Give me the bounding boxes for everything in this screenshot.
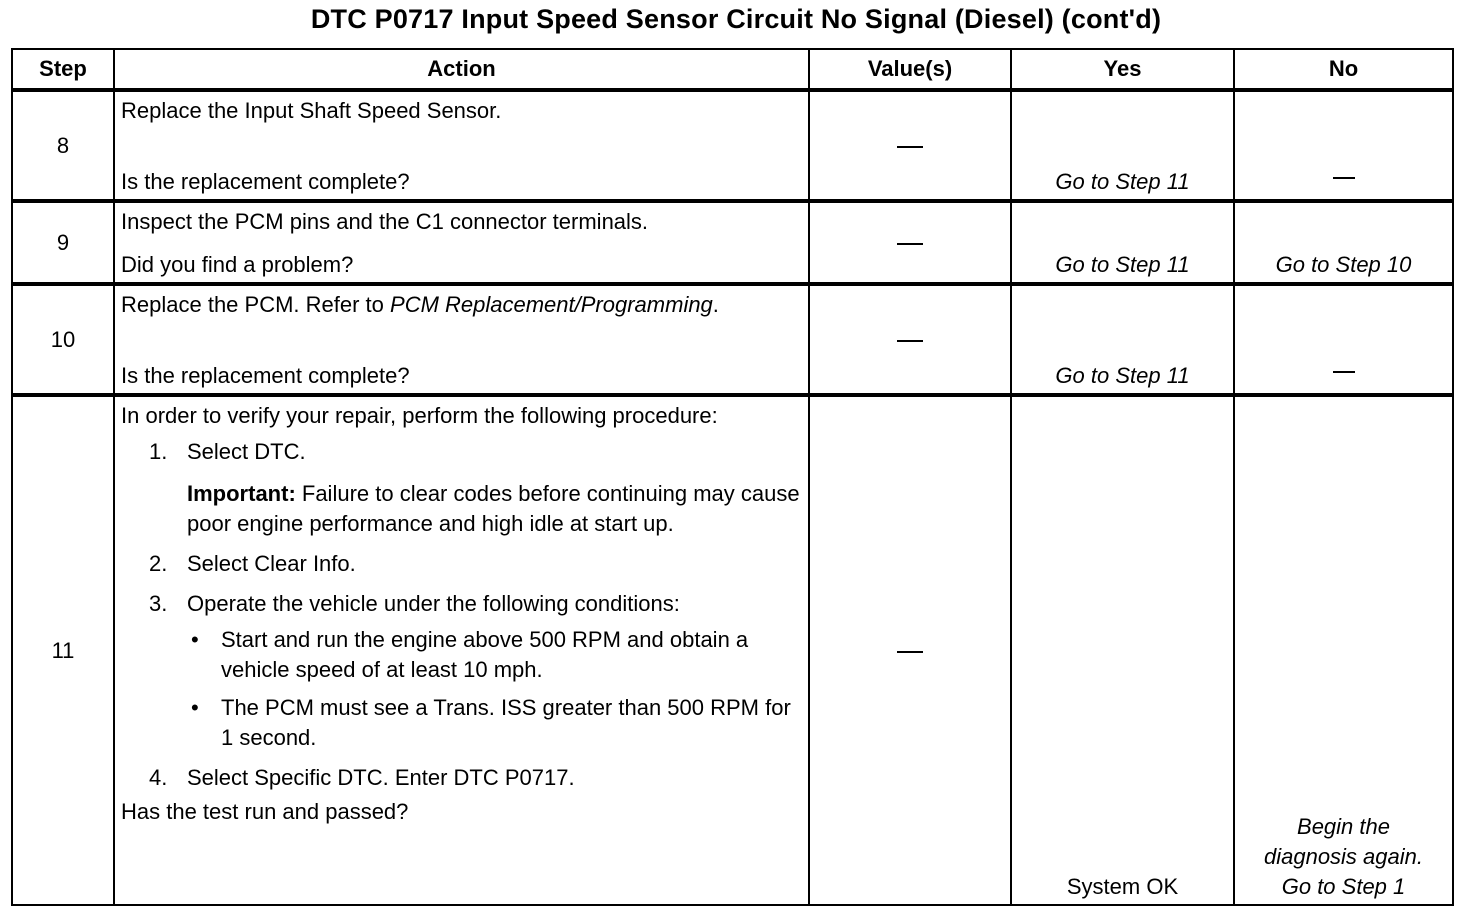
no-cell <box>1234 90 1453 201</box>
condition-item <box>187 693 802 753</box>
action-instruction-prefix: Replace the PCM. Refer to <box>121 292 391 317</box>
header-no: No <box>1234 49 1453 90</box>
action-cell <box>114 395 809 905</box>
header-row <box>12 49 1453 90</box>
step-number: 11 <box>12 395 114 905</box>
list-item <box>121 437 802 539</box>
condition-item <box>187 625 802 685</box>
list-item-text: Select Clear Info. <box>187 551 356 576</box>
diagnostic-table <box>11 48 1454 906</box>
bullet-icon: • <box>191 627 199 652</box>
header-values: Value(s) <box>809 49 1011 90</box>
header-yes: Yes <box>1011 49 1234 90</box>
yes-cell: System OK <box>1011 395 1234 905</box>
no-line: Go to Step 1 <box>1281 874 1406 899</box>
condition-text: The PCM must see a Trans. ISS greater than 500 RPM for 1 second. <box>221 695 791 750</box>
action-cell <box>114 284 809 395</box>
action-instruction: Inspect the PCM pins and the C1 connector terminals. <box>121 209 649 234</box>
no-cell <box>1234 284 1453 395</box>
dash-mark <box>897 146 923 148</box>
bullet-icon: • <box>191 695 199 720</box>
yes-cell: Go to Step 11 <box>1011 284 1234 395</box>
important-label: Important: <box>187 481 296 506</box>
yes-cell: Go to Step 11 <box>1011 201 1234 284</box>
list-item-number: 4. <box>149 765 168 790</box>
dash-mark <box>897 340 923 342</box>
list-item-text: Operate the vehicle under the following conditions: <box>187 591 680 616</box>
procedure-list <box>121 437 802 793</box>
yes-cell: Go to Step 11 <box>1011 90 1234 201</box>
action-intro: In order to verify your repair, perform the following procedure: <box>121 403 718 428</box>
dash-mark <box>1333 371 1355 373</box>
action-question: Is the replacement complete? <box>121 169 410 194</box>
no-cell <box>1234 395 1453 905</box>
table-row-step-10 <box>12 284 1453 395</box>
list-item-number: 2. <box>149 551 168 576</box>
dash-mark <box>897 243 923 245</box>
header-action: Action <box>114 49 809 90</box>
value-cell <box>809 284 1011 395</box>
action-cell <box>114 201 809 284</box>
value-cell <box>809 90 1011 201</box>
step-number: 9 <box>12 201 114 284</box>
value-cell <box>809 395 1011 905</box>
list-item <box>121 549 802 579</box>
list-item-number: 1. <box>149 439 168 464</box>
action-instruction <box>121 290 802 320</box>
page-title: DTC P0717 Input Speed Sensor Circuit No Signal (Diesel) (cont'd) <box>310 4 1162 34</box>
list-item-text: Select DTC. <box>187 439 306 464</box>
table-row-step-9 <box>12 201 1453 284</box>
dash-mark <box>897 651 923 653</box>
important-note <box>187 479 802 539</box>
important-text: Failure to clear codes before continuing may cause poor engine performance and high idle at start up. <box>187 481 800 536</box>
dash-mark <box>1333 177 1355 179</box>
cross-reference-link[interactable]: PCM Replacement/Programming <box>390 292 713 317</box>
value-cell <box>809 201 1011 284</box>
step-number: 8 <box>12 90 114 201</box>
table-row-step-8 <box>12 90 1453 201</box>
table-row-step-11 <box>12 395 1453 905</box>
no-line: Begin the <box>1297 814 1390 839</box>
action-instruction: Replace the Input Shaft Speed Sensor. <box>121 98 502 123</box>
action-question: Has the test run and passed? <box>121 799 409 824</box>
list-item-text: Select Specific DTC. Enter DTC P0717. <box>187 765 575 790</box>
list-item <box>121 589 802 753</box>
header-step: Step <box>12 49 114 90</box>
list-item <box>121 763 802 793</box>
action-instruction-suffix: . <box>712 292 719 317</box>
list-item-number: 3. <box>149 591 168 616</box>
step-number: 10 <box>12 284 114 395</box>
condition-text: Start and run the engine above 500 RPM and obtain a vehicle speed of at least 10 mph. <box>221 627 749 682</box>
no-line: diagnosis again. <box>1263 844 1423 869</box>
action-cell <box>114 90 809 201</box>
conditions-list <box>187 625 802 753</box>
action-question: Is the replacement complete? <box>121 363 410 388</box>
action-question: Did you find a problem? <box>121 252 354 277</box>
no-cell: Go to Step 10 <box>1234 201 1453 284</box>
